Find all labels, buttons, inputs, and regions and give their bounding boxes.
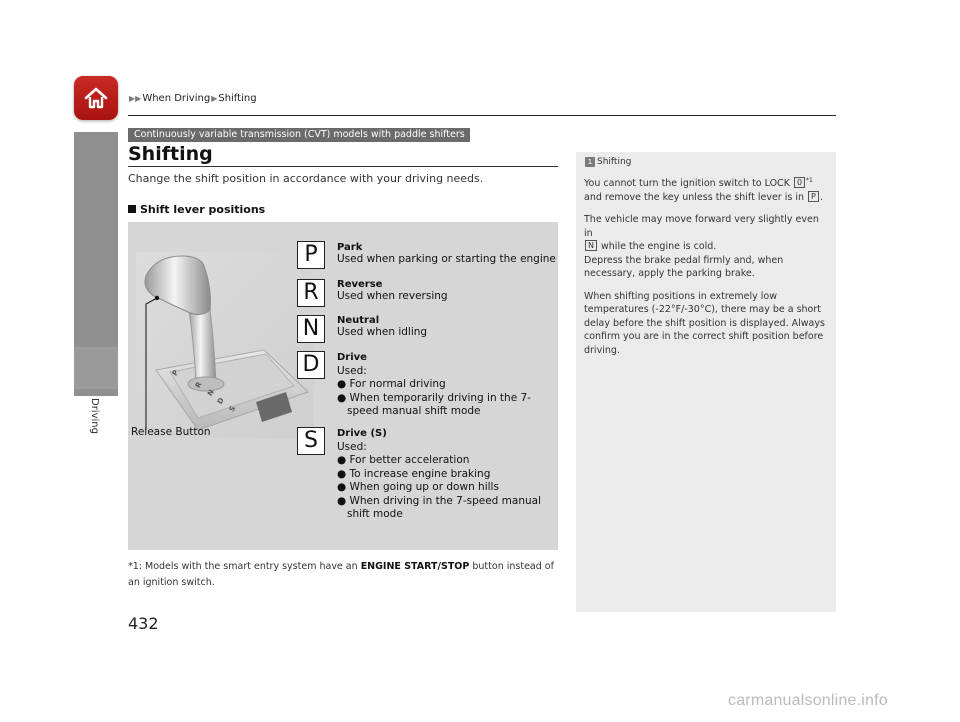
bullet-item: ● To increase engine braking [337,467,491,480]
bullet-text: To increase engine braking [349,467,491,480]
bullet-text: For normal driving [349,378,446,390]
header-divider [128,115,836,116]
home-icon [82,84,110,112]
title-divider [128,166,558,167]
breadcrumb [128,93,257,104]
position-desc: Used: [337,440,367,453]
bullet-text: For better acceleration [349,454,470,466]
breadcrumb-item-when-driving[interactable]: When Driving [142,93,211,104]
position-drive-s [337,427,557,522]
gear-letter-s: S [297,427,325,455]
key-park-icon: P [808,191,819,202]
bullet-item: ● For normal driving [337,378,446,390]
note-body [584,174,830,366]
gate-letter-n: N [206,388,216,398]
footnote-prefix: *1: Models with the smart entry system have an [128,561,358,572]
footnote-suffix: button instead of an ignition switch. [128,561,554,588]
bullet-item: ● For better acceleration [337,454,470,466]
key-neutral-icon: N [585,240,597,251]
position-park [337,242,557,265]
chapter-label [86,398,106,438]
footnote [128,559,558,591]
page-title: Shifting [128,143,213,165]
position-desc: Used when parking or starting the engine [337,253,556,265]
position-name: Drive [337,352,367,363]
gear-letter-n: N [297,315,325,343]
position-name: Reverse [337,279,383,290]
gate-letter-p: P [170,368,181,378]
position-name: Park [337,242,363,253]
model-badge: Continuously variable transmission (CVT) models with paddle shifters [128,128,470,142]
breadcrumb-arrow-icon: ▶▶ [129,94,142,103]
watermark: carmanualsonline.info [728,692,888,709]
note-text: . [819,191,823,203]
note-paragraph: When shifting positions in extremely low temperatures (-22°F/-30°C), there may be a short delay before the shift position is displayed. Always confirm you are in the correct shift position before driving. [584,290,825,356]
position-name: Neutral [337,315,380,326]
intro-text: Change the shift position in accordance with your driving needs. [128,172,484,185]
chapter-tab-driving[interactable] [74,347,118,389]
bullet-text: When going up or down hills [349,481,499,493]
bullet-text: When driving in the 7-speed manual shift mode [347,494,542,520]
key-lock-icon: 0 [794,177,805,188]
note-paragraph [584,213,830,281]
note-text: while the engine is cold. [601,241,717,253]
section-heading-text: Shift lever positions [140,203,266,216]
note-text: You cannot turn the ignition switch to LOCK [584,178,790,190]
home-button[interactable] [74,76,118,120]
footnote-bold: ENGINE START/STOP [360,561,470,572]
square-bullet-icon [128,205,136,213]
gear-letter-r: R [297,279,325,307]
note-icon: 1 [585,157,595,167]
bullet-item: ● When going up or down hills [337,481,499,493]
gear-letter-p: P [297,241,325,269]
position-reverse [337,279,557,302]
gate-letter-d: D [215,396,226,406]
note-text: The vehicle may move forward very slightly even in [584,214,819,239]
bullet-item: ● When temporarily driving in the 7-speed manual shift mode [337,391,531,417]
chapter-label-text: Driving [89,398,100,434]
note-heading-text: Shifting [597,157,632,167]
position-desc: Used when idling [337,326,428,338]
note-heading [585,157,631,167]
position-name: Drive (S) [337,428,387,439]
position-drive [337,351,557,419]
page-number: 432 [128,614,159,633]
note-paragraph [584,174,830,204]
breadcrumb-item-shifting[interactable]: Shifting [218,93,257,104]
gear-letter-d: D [297,351,325,379]
position-desc: Used when reversing [337,290,448,302]
position-desc: Used: [337,364,367,377]
bullet-text: When temporarily driving in the 7-speed manual shift mode [347,391,531,417]
position-neutral [337,315,557,338]
gate-letter-r: R [193,380,204,390]
gate-letter-s: S [227,404,238,414]
breadcrumb-arrow-icon: ▶ [211,94,218,103]
bullet-item: ● When driving in the 7-speed manual shift mode [337,494,542,520]
note-text: and remove the key unless the shift lever is in [584,191,804,203]
release-button-leader-line [140,290,170,435]
note-sup: *1 [806,177,813,184]
section-heading [128,203,265,216]
release-button-label: Release Button [131,426,211,438]
note-text: Depress the brake pedal firmly and, when necessary, apply the parking brake. [584,254,784,280]
